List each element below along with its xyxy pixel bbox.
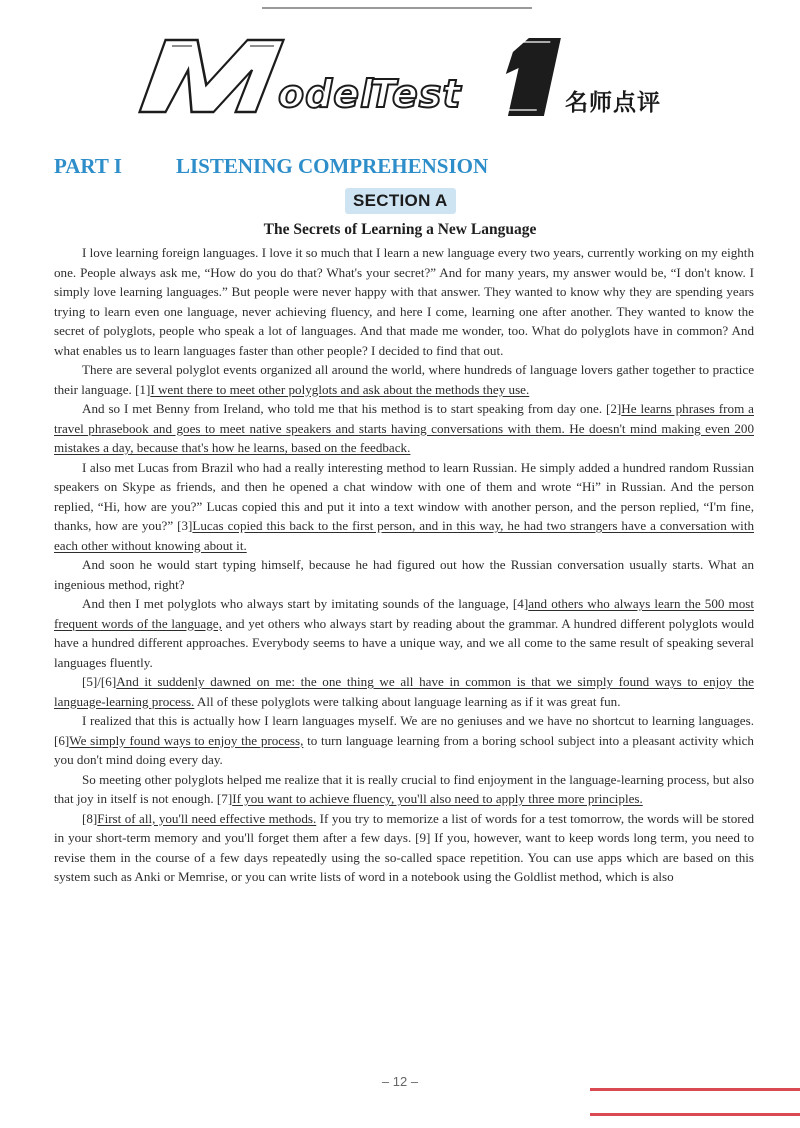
underlined-answer-text: First of all, you'll need effective methods.	[97, 810, 317, 826]
page-number: – 12 –	[381, 1074, 419, 1089]
paragraph-text: and yet others who always start by reading about the grammar. A hundred different polyglots would have a hundred different approaches. Everybody seems to have a unique way, and we all come to the same result of speaking several languages fluently.	[54, 615, 754, 670]
paragraph-text: If you try to memorize a list of words for a test tomorrow, the words will be stored in your short-term memory and you'll forget them after a few days. [9] If you, however, want to keep words long term, you need to revise them in the course of a few days repeatedly using the so-called space repetition. You can use apps which are based on this system such as Anki or Memrise, or you can write lists of word in a notebook using the Goldlist method, which is also	[54, 810, 754, 884]
underlined-answer-text: I went there to meet other polyglots and ask about the methods they use.	[150, 381, 530, 397]
underlined-answer-text: We simply found ways to enjoy the process,	[69, 732, 304, 748]
section-badge: SECTION A	[345, 188, 456, 214]
paragraph	[54, 555, 754, 594]
paragraph-text: [8]	[82, 810, 98, 826]
logo-number-one	[500, 38, 561, 116]
paragraph	[54, 399, 754, 458]
paragraph	[54, 458, 754, 556]
paragraph	[54, 243, 754, 360]
decorative-red-bar	[590, 1088, 800, 1091]
paragraph-text: to turn language learning from a boring school subject into a pleasant activity which you don't mind doing every day.	[54, 732, 754, 767]
paragraph-text: And soon he would start typing himself, because he had figured out how the Russian conversation usually starts. What an ingenious method, right?	[54, 557, 754, 592]
top-rule	[262, 7, 532, 9]
paragraph	[54, 672, 754, 711]
underlined-answer-text: And it suddenly dawned on me: the one thing we all have in common is that we simply found ways to enjoy the language-learning process.	[54, 674, 754, 709]
underlined-answer-text: He learns phrases from a travel phrasebook and goes to meet native speakers and starts having conversations with them. He doesn't mind making even 200 mistakes a day, because that's how he learns, based on the feedback.	[54, 401, 754, 455]
paragraph	[54, 711, 754, 770]
article-title: The Secrets of Learning a New Language	[263, 221, 537, 238]
paragraph-text: [5]/[6]	[82, 674, 117, 689]
paragraph	[54, 770, 754, 809]
paragraph-text: I realized that this is actually how I learn languages myself. We are no geniuses and we have no shortcut to learning languages. [6]	[54, 713, 754, 748]
paragraph-text: And then I met polyglots who always start by imitating sounds of the language, [4]	[82, 596, 529, 611]
logo-word-test: Test	[370, 72, 462, 116]
paragraph	[54, 360, 754, 399]
paragraph-text: All of these polyglots were talking about language learning as if it was great fun.	[194, 693, 621, 709]
article-body	[54, 243, 754, 887]
paragraph-text: I also met Lucas from Brazil who had a really interesting method to learn Russian. He simply added a hundred random Russian speakers on Skype as friends, and then he opened a chat window with one of them and wrote “Hi” in Russian. And the person replied, “Hi, how are you?” Lucas copied this and put it into a text window with another person, and the person replied, “I'm fine, thanks, how are you?” [3]	[54, 459, 754, 533]
paragraph-text: And so I met Benny from Ireland, who told me that his method is to start speaking from day one. [2]	[82, 401, 622, 416]
part-heading	[54, 154, 488, 179]
part-title: LISTENING COMPREHENSION	[176, 154, 489, 178]
logo-word-odel: odel	[278, 72, 375, 116]
paragraph	[54, 809, 754, 887]
underlined-answer-text: and others who always learn the 500 most frequent words of the language,	[54, 596, 754, 631]
decorative-red-bar	[590, 1113, 800, 1116]
underlined-answer-text: Lucas copied this back to the first person, and in this way, he had two strangers have a conversation with each other without knowing about it.	[54, 518, 754, 553]
logo-letter-m	[140, 40, 284, 112]
underlined-answer-text: If you want to achieve fluency, you'll also need to apply three more principles.	[232, 791, 643, 806]
paragraph	[54, 594, 754, 672]
chinese-subtitle: 名师点评	[565, 90, 661, 116]
paragraph-text: So meeting other polyglots helped me realize that it is really crucial to find enjoyment in the language-learning process, but also that joy in itself is not enough. [7]	[54, 771, 754, 806]
part-number: PART I	[54, 154, 122, 178]
paragraph-text: I love learning foreign languages. I love it so much that I learn a new language every two years, currently working on my eighth one. People always ask me, “How do you do that? What's your secret?” And for many years, my answer would be, “I don't know. I simply love learning languages.” But people were never happy with that answer. They wanted to know why they are spending years trying to learn even one language, never achieving fluency, and here I come, learning one after another. They wanted to know the secret of polyglots, people who speak a lot of languages. And that made me wonder, too. What do polyglots have in common? And what enables us to learn languages faster than other people? I decided to find that out.	[54, 245, 754, 358]
paragraph-text: There are several polyglot events organized all around the world, where hundreds of language lovers gather together to practice their language. [1]	[54, 362, 754, 397]
